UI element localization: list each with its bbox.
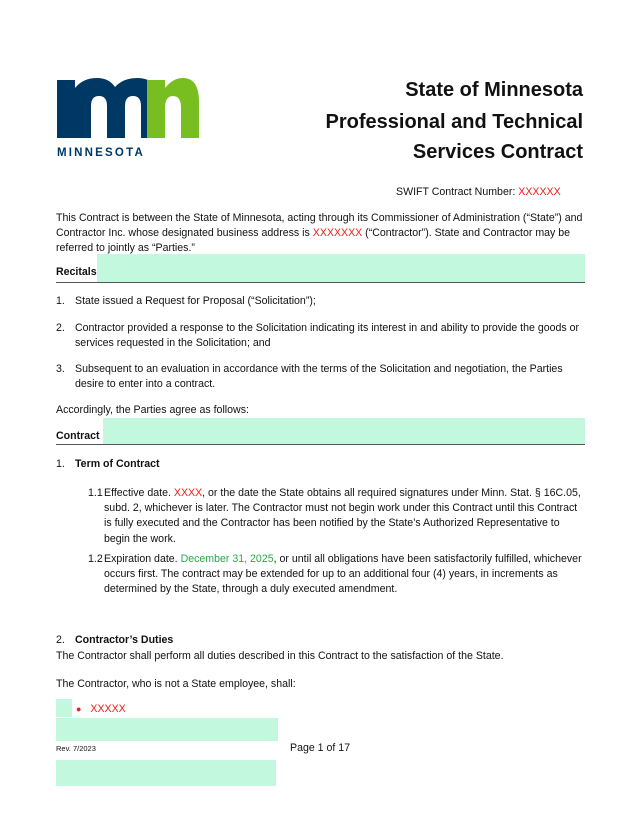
- recital-num: 3.: [56, 363, 65, 375]
- duty-placeholder-wide: [56, 718, 278, 741]
- duties-line-2: The Contractor, who is not a State employee, shall:: [56, 678, 296, 690]
- expiration-lead: Expiration date.: [104, 553, 181, 565]
- clause-num: 1.2: [88, 553, 103, 565]
- recital-num: 1.: [56, 295, 65, 307]
- expiration-rest: , or until all obligations have been satisfactorily fulfilled, whichever occurs first. The contract may be extended for up to an additional four (4) years, in increments as determined by the State, through a duly executed amendment.: [104, 553, 582, 596]
- recitals-rule: [56, 282, 585, 283]
- intro-text-2: (“Contractor”). State and Contractor may be referred to jointly as “Parties.”: [56, 227, 571, 255]
- title-line-2: Professional and Technical: [325, 111, 583, 133]
- swift-contract-number: [396, 186, 561, 198]
- footer-placeholder: [56, 760, 276, 786]
- swift-value: XXXXXX: [518, 186, 561, 198]
- expiration-date-value: December 31, 2025: [180, 553, 274, 565]
- duties-num: 2.: [56, 634, 65, 646]
- mn-logo-mark-icon: [55, 74, 201, 140]
- duties-line-1: The Contractor shall perform all duties described in this Contract to the satisfaction of the State.: [56, 650, 504, 662]
- recitals-heading: Recitals: [56, 266, 97, 278]
- revision-label: Rev. 7/2023: [56, 744, 96, 753]
- recital-item-1: [56, 294, 586, 309]
- accordingly-text: Accordingly, the Parties agree as follows:: [56, 404, 249, 416]
- intro-paragraph: [56, 211, 586, 257]
- minnesota-logo: [55, 74, 201, 164]
- effective-date-clause: [88, 486, 586, 547]
- term-heading: [56, 458, 160, 470]
- logo-wordmark: MINNESOTA: [57, 147, 145, 159]
- recital-item-2: [56, 321, 586, 351]
- effective-date-value: XXXX: [173, 487, 203, 499]
- term-title: Term of Contract: [75, 458, 160, 470]
- recital-text: Contractor provided a response to the Solicitation indicating its interest in and ability to provide the goods or services requested in the Solicitation; and: [75, 322, 580, 350]
- swift-label: SWIFT Contract Number:: [396, 186, 519, 198]
- title-line-1: State of Minnesota: [405, 79, 583, 101]
- intro-address: XXXXXXX: [312, 227, 363, 240]
- expiration-date-clause: [88, 552, 586, 598]
- term-num: 1.: [56, 458, 65, 470]
- duty-placeholder-left: [56, 699, 72, 717]
- recital-text: State issued a Request for Proposal (“Solicitation”);: [75, 295, 316, 307]
- duties-heading: [56, 634, 173, 646]
- recital-num: 2.: [56, 322, 65, 334]
- intro-text-1: This Contract is between the State of Minnesota, acting through its Commissioner of Administration (“State”) and Contractor Inc. whose designated business address is: [56, 212, 583, 240]
- page-number: Page 1 of 17: [290, 742, 351, 754]
- duties-title: Contractor’s Duties: [75, 634, 174, 646]
- effective-lead: Effective date.: [104, 487, 174, 499]
- recital-text: Subsequent to an evaluation in accordance with the terms of the Solicitation and negotiation, the Parties desire to enter into a contract.: [75, 363, 563, 391]
- duty-bullet-text: XXXXX: [90, 703, 126, 715]
- effective-date-text: [88, 486, 586, 547]
- contract-rule: [56, 444, 585, 445]
- recital-item-3: [56, 362, 586, 392]
- bullet-icon: ●: [76, 704, 82, 714]
- duty-bullet-item: [76, 703, 126, 715]
- contract-heading: Contract: [56, 430, 100, 442]
- recitals-highlight: [97, 254, 585, 282]
- title-line-3: Services Contract: [412, 141, 583, 163]
- clause-num: 1.1: [88, 487, 103, 499]
- effective-rest: , or the date the State obtains all required signatures under Minn. Stat. § 16C.05, subd. 2, whichever is later. The Contractor must not begin work under this Contract until this Contract is fully executed and the Contractor has been notified by the State’s Authorized Representative to begin the work.: [104, 487, 581, 545]
- expiration-date-text: [88, 552, 586, 598]
- contract-highlight: [103, 418, 585, 444]
